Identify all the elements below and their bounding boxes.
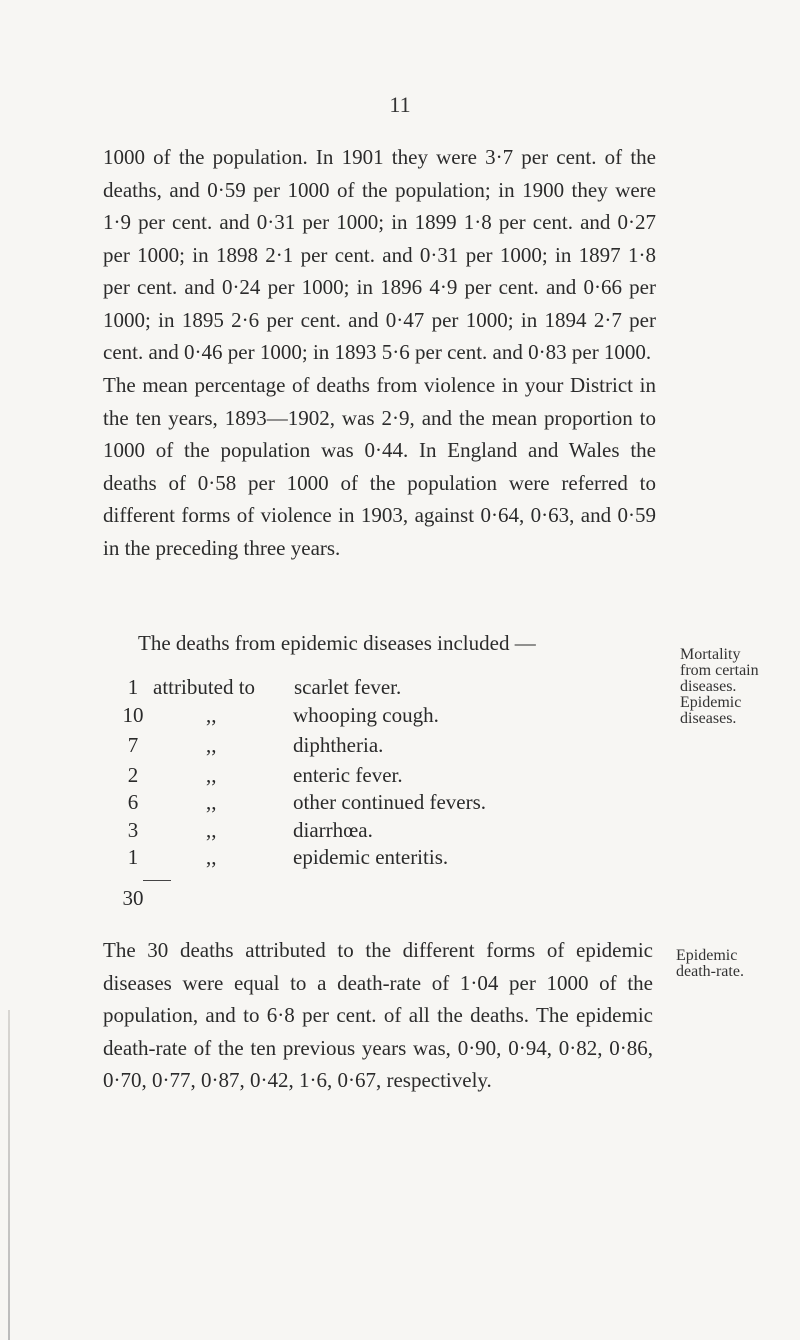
disease-name: whooping cough. [293,703,439,727]
margin-note-line: Epidemic [680,694,742,711]
margin-note-mortality [680,647,795,727]
death-count: 6 [127,790,139,814]
margin-note-line: death-rate. [676,963,744,980]
margin-note-line: Mortality [680,646,741,663]
ditto-mark: ,, [206,845,217,869]
attribution-phrase: attributed to [153,675,256,699]
disease-name: diphtheria. [293,733,384,757]
paragraph-violence-deaths-by-year: 1000 of the population. In 1901 they were 3·7 per cent. of the deaths, and 0·59 per 1000 of the population; in 1900 they were 1·9 per cent. and 0·31 per 1000; in 1899 1·8 per cent. and 0·27 per 1000; in 1898 2·1 per cent. and 0·31 per 1000; in 1897 1·8 per cent. and 0·24 per 1000; in 1896 4·9 per cent. and 0·66 per 1000; in 1895 2·6 per cent. and 0·47 per 1000; in 1894 2·7 per cent. and 0·46 per 1000; in 1893 5·6 per cent. and 0·83 per 1000. [103,145,656,364]
scan-edge [8,1010,10,1340]
death-count: 7 [127,733,139,757]
margin-note-line: diseases. [680,678,737,695]
ditto-mark: ,, [206,703,217,727]
epidemic-list-intro: The deaths from epidemic diseases included — [138,631,536,655]
paragraph-mean-violence-percentage: The mean percentage of deaths from violence in your District in the ten years, 1893—1902, was 2·9, and the mean proportion to 1000 of the population was 0·44. In England and Wales the deaths of 0·58 per 1000 of the population were referred to different forms of violence in 1903, against 0·64, 0·63, and 0·59 in the preceding three years. [103,373,656,560]
death-count: 1 [127,845,139,869]
death-count: 1 [127,675,139,699]
disease-name: scarlet fever. [294,675,402,699]
death-count: 10 [122,703,144,727]
ditto-mark: ,, [206,790,217,814]
margin-note-death-rate [676,948,796,980]
ditto-mark: ,, [206,763,217,787]
margin-note-line: diseases. [680,710,737,727]
disease-name: enteric fever. [293,763,403,787]
disease-name: diarrhœa. [293,818,373,842]
page-number: 11 [389,92,411,117]
death-count: 3 [127,818,139,842]
ditto-mark: ,, [206,733,217,757]
disease-name: other continued fevers. [293,790,487,814]
disease-name: epidemic enteritis. [293,845,449,869]
total-count: 30 [122,886,144,910]
total-rule [143,880,171,881]
paragraph-epidemic-death-rate: The 30 deaths attributed to the different forms of epidemic diseases were equal to a death-rate of 1·04 per 1000 of the population, and to 6·8 per cent. of all the deaths. The epidemic death-rate of the ten previous years was, 0·90, 0·94, 0·82, 0·86, 0·70, 0·77, 0·87, 0·42, 1·6, 0·67, respectively. [103,938,653,1092]
death-count: 2 [127,763,139,787]
margin-note-line: from certain [680,662,759,679]
margin-note-line: Epidemic [676,947,738,964]
ditto-mark: ,, [206,818,217,842]
